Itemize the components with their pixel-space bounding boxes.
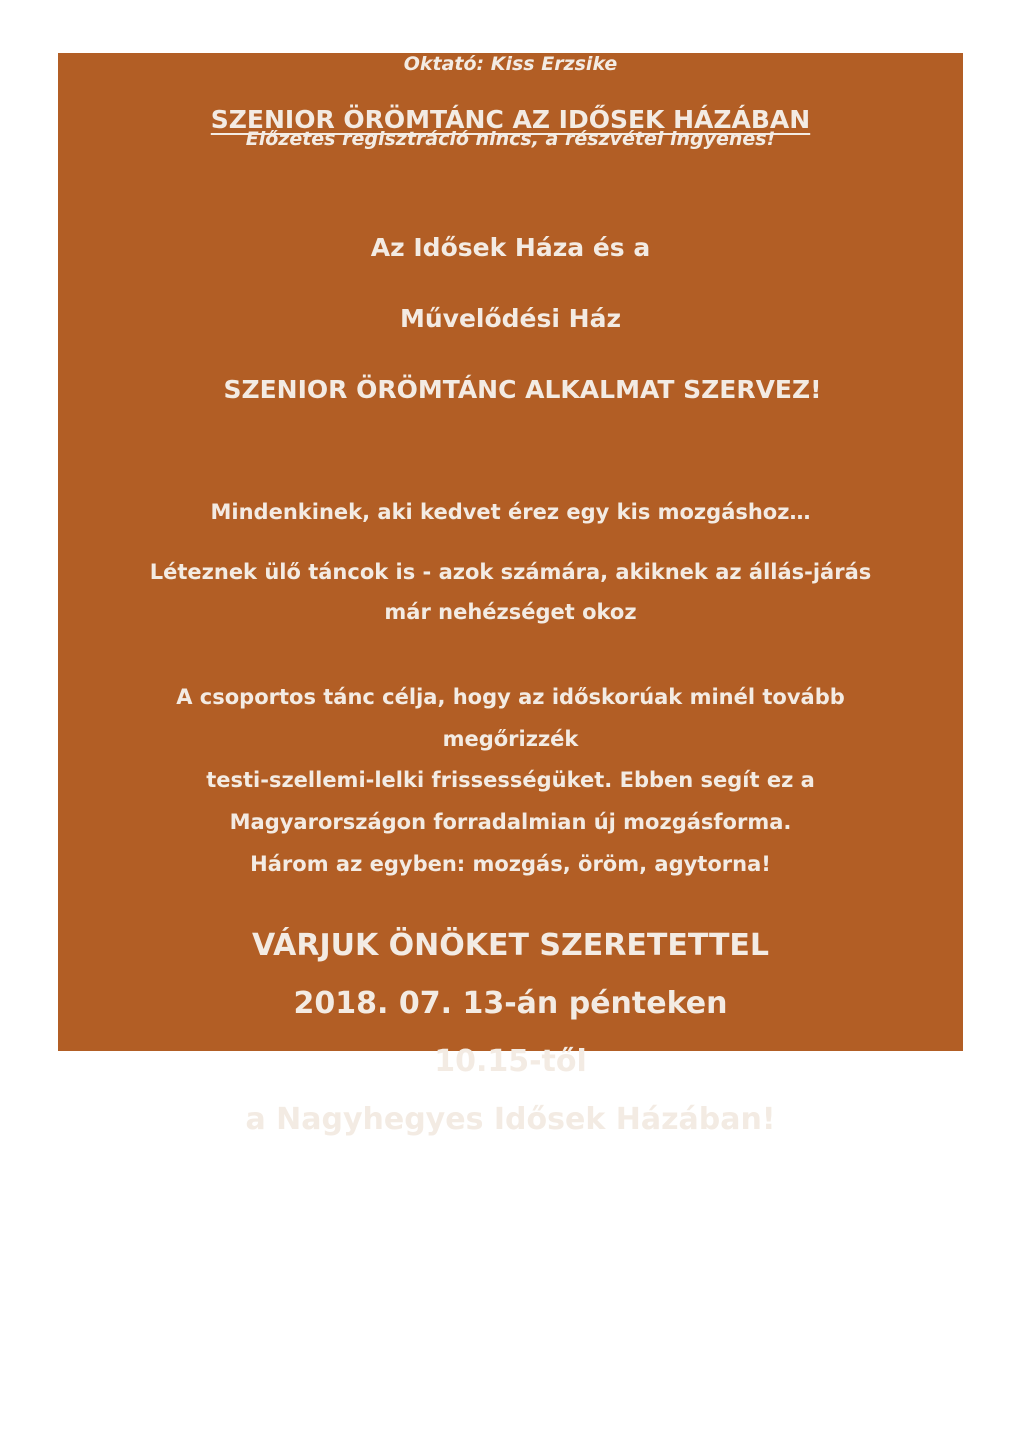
organizers-line-1: Az Idősek Háza és a [370,233,651,262]
poster-title: SZENIOR ÖRÖMTÁNC AZ IDŐSEK HÁZÁBAN [210,105,811,134]
invite-line-1: VÁRJUK ÖNÖKET SZERETETTEL [251,928,770,963]
invite-location: a Nagyhegyes Idősek Házában! [245,1102,776,1137]
intro-text: Mindenkinek, aki kedvet érez egy kis mozgáshoz… [210,500,811,524]
goal-line-2: megőrizzék [442,727,579,751]
invite-time: 10.15-től [434,1044,587,1079]
event-poster [58,53,963,1137]
invite-date: 2018. 07. 13-án pénteken [293,986,728,1021]
organizers-line-2: Művelődési Ház [399,304,622,333]
goal-line-1: A csoportos tánc célja, hogy az időskorúak minél tovább [176,685,845,709]
headline: SZENIOR ÖRÖMTÁNC ALKALMAT SZERVEZ! [223,375,822,404]
goal-line-3: testi-szellemi-lelki frissességüket. Ebben segít ez a [206,768,815,792]
instructor-text: Oktató: Kiss Erzsike [403,53,618,75]
seated-dance-line-2: már nehézséget okoz [384,600,637,624]
goal-line-5: Három az egyben: mozgás, öröm, agytorna! [250,852,771,876]
registration-text: Előzetes regisztráció nincs, a részvétel ingyenes! [245,128,776,150]
seated-dance-line-1: Léteznek ülő táncok is - azok számára, akiknek az állás-járás [149,560,872,584]
goal-line-4: Magyarországon forradalmian új mozgásforma. [229,810,792,834]
